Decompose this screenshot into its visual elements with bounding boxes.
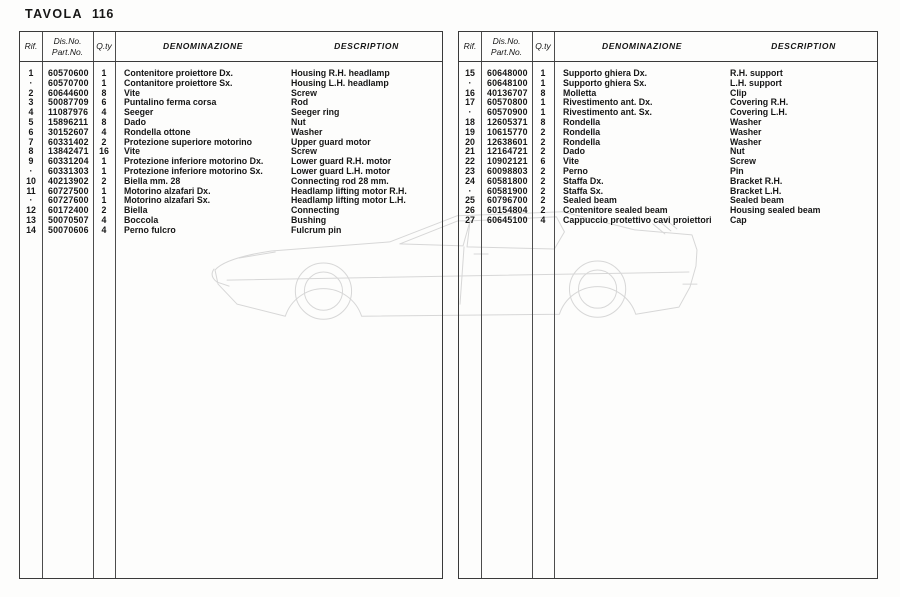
col-header-denominazione: DENOMINAZIONE (601, 41, 683, 52)
cell-desc: Nut (730, 146, 745, 157)
cell-rif: 27 (465, 214, 475, 225)
cell-qty: 1 (101, 68, 107, 78)
cell-part: 12638601 (487, 136, 528, 147)
cell-part: 50070507 (48, 214, 89, 225)
cell-qty: 2 (540, 205, 546, 216)
tavola-label: TAVOLA (25, 7, 83, 21)
cell-name: Contenitore sealed beam (563, 205, 668, 216)
cell-name: Rivestimento ant. Dx. (563, 97, 653, 108)
cell-desc: L.H. support (730, 77, 782, 88)
cell-rif: 18 (465, 116, 475, 127)
dis-no-label: Dis.No. (492, 36, 521, 47)
cell-name: Rondella (563, 136, 601, 147)
cell-qty: 4 (101, 224, 107, 235)
cell-name: Motorino alzafari Dx. (124, 185, 211, 196)
cell-name: Biella (124, 205, 148, 216)
col-header-rif: Rif. (463, 41, 477, 52)
cell-rif: · (29, 77, 33, 88)
cell-desc: Housing R.H. headlamp (291, 68, 390, 78)
cell-desc: Screw (291, 87, 317, 98)
cell-qty: 1 (101, 165, 107, 176)
cell-desc: Washer (291, 126, 323, 137)
cell-part: 60645100 (487, 214, 528, 225)
cell-rif: 9 (28, 156, 34, 167)
cell-rif: 6 (28, 126, 34, 137)
cell-desc: Washer (730, 136, 762, 147)
parts-table-right (458, 31, 878, 579)
table-body (20, 63, 442, 579)
cell-desc: Covering R.H. (730, 97, 789, 108)
cell-rif: 21 (465, 146, 475, 157)
cell-part: 60331402 (48, 136, 89, 147)
cell-qty: 2 (540, 195, 546, 206)
cell-part: 50087709 (48, 97, 89, 108)
cell-name: Molletta (563, 87, 597, 98)
cell-qty: 4 (101, 214, 107, 225)
cell-qty: 8 (540, 87, 546, 98)
cell-part: 60648000 (487, 68, 528, 78)
cell-qty: 6 (101, 97, 107, 108)
cell-name: Boccola (124, 214, 159, 225)
cell-rif: · (468, 107, 472, 118)
cell-name: Staffa Dx. (563, 175, 604, 186)
cell-part: 60727500 (48, 185, 89, 196)
cell-name: Vite (124, 146, 140, 157)
cell-rif: 12 (26, 205, 36, 216)
cell-name: Vite (124, 87, 140, 98)
cell-qty: 1 (540, 107, 546, 118)
cell-rif: 11 (26, 185, 36, 196)
cell-qty: 1 (540, 68, 546, 78)
cell-name: Supporto ghiera Dx. (563, 68, 648, 78)
cell-qty: 2 (540, 175, 546, 186)
cell-desc: Washer (730, 126, 762, 137)
cell-qty: 8 (101, 116, 107, 127)
cell-rif: 25 (465, 195, 475, 206)
cell-qty: 4 (540, 214, 546, 225)
cell-desc: Housing L.H. headlamp (291, 77, 389, 88)
cell-part: 40136707 (487, 87, 528, 98)
cell-rif: 20 (465, 136, 475, 147)
cell-desc: Cap (730, 214, 747, 225)
cell-name: Rondella (563, 126, 601, 137)
cell-part: 10615770 (487, 126, 528, 137)
col-header-description: DESCRIPTION (771, 41, 836, 52)
cell-part: 12605371 (487, 116, 528, 127)
tavola-number: 116 (91, 7, 114, 21)
cell-part: 60570800 (487, 97, 528, 108)
cell-qty: 1 (101, 77, 107, 88)
cell-name: Rondella (563, 116, 601, 127)
cell-part: 60331303 (48, 165, 89, 176)
cell-name: Motorino alzafari Sx. (124, 195, 211, 206)
cell-qty: 2 (101, 136, 107, 147)
cell-rif: 1 (28, 68, 34, 78)
cell-desc: Housing sealed beam (730, 205, 821, 216)
cell-desc: Rod (291, 97, 309, 108)
cell-rif: 13 (26, 214, 36, 225)
table-header (459, 32, 877, 62)
cell-qty: 2 (540, 146, 546, 157)
cell-desc: Lower guard R.H. motor (291, 156, 392, 167)
cell-qty: 1 (101, 156, 107, 167)
cell-name: Dado (563, 146, 585, 157)
cell-rif: 4 (28, 107, 34, 118)
cell-name: Protezione inferiore motorino Dx. (124, 156, 264, 167)
cell-rif: 3 (28, 97, 34, 108)
cell-part: 60154804 (487, 205, 528, 216)
cell-name: Contanitore proiettore Sx. (124, 77, 233, 88)
cell-qty: 2 (101, 175, 107, 186)
cell-name: Vite (563, 156, 579, 167)
cell-desc: Covering L.H. (730, 107, 788, 118)
dis-no-label: Dis.No. (53, 36, 82, 47)
cell-qty: 2 (540, 165, 546, 176)
cell-desc: Lower guard L.H. motor (291, 165, 391, 176)
cell-rif: · (468, 185, 472, 196)
cell-desc: Headlamp lifting motor R.H. (291, 185, 407, 196)
cell-name: Perno (563, 165, 588, 176)
cell-rif: 16 (465, 87, 475, 98)
cell-rif: 2 (28, 87, 34, 98)
cell-part: 11087976 (48, 107, 89, 118)
cell-name: Protezione superiore motorino (124, 136, 253, 147)
cell-part: 10902121 (487, 156, 528, 167)
cell-desc: Screw (730, 156, 756, 167)
cell-rif: · (29, 195, 33, 206)
cell-qty: 1 (540, 77, 546, 88)
cell-part: 60648100 (487, 77, 528, 88)
cell-desc: Nut (291, 116, 306, 127)
parts-table-left (19, 31, 443, 579)
cell-name: Staffa Sx. (563, 185, 604, 196)
col-header-part (481, 36, 532, 56)
cell-qty: 1 (101, 185, 107, 196)
cell-name: Contenitore proiettore Dx. (124, 68, 233, 78)
cell-qty: 8 (101, 87, 107, 98)
page-title (25, 7, 114, 21)
cell-rif: 26 (465, 205, 475, 216)
cell-rif: 19 (465, 126, 475, 137)
cell-qty: 2 (101, 205, 107, 216)
cell-rif: 14 (26, 224, 36, 235)
cell-rif: 15 (465, 68, 475, 78)
cell-part: 13842471 (48, 146, 89, 157)
cell-name: Puntalino ferma corsa (124, 97, 217, 108)
cell-desc: Washer (730, 116, 762, 127)
cell-desc: Pin (730, 165, 744, 176)
cell-name: Seeger (124, 107, 154, 118)
cell-rif: 17 (465, 97, 475, 108)
cell-desc: Screw (291, 146, 317, 157)
cell-rif: · (468, 77, 472, 88)
cell-desc: Headlamp lifting motor L.H. (291, 195, 406, 206)
cell-name: Rivestimento ant. Sx. (563, 107, 652, 118)
cell-name: Rondella ottone (124, 126, 191, 137)
cell-part: 60727600 (48, 195, 89, 206)
cell-qty: 2 (540, 126, 546, 137)
cell-part: 40213902 (48, 175, 89, 186)
cell-part: 60644600 (48, 87, 89, 98)
cell-part: 30152607 (48, 126, 89, 137)
cell-desc: Connecting (291, 205, 340, 216)
cell-name: Biella mm. 28 (124, 175, 181, 186)
cell-part: 60331204 (48, 156, 89, 167)
part-no-label: Part.No. (51, 46, 84, 57)
cell-qty: 1 (101, 195, 107, 206)
table-row (459, 216, 877, 226)
cell-rif: 5 (28, 116, 34, 127)
cell-qty: 2 (540, 185, 546, 196)
cell-desc: Connecting rod 28 mm. (291, 175, 389, 186)
cell-desc: Bushing (291, 214, 327, 225)
cell-part: 60570700 (48, 77, 89, 88)
cell-desc: Seeger ring (291, 107, 340, 118)
cell-part: 15896211 (48, 116, 89, 127)
cell-rif: 7 (28, 136, 34, 147)
cell-part: 50070606 (48, 224, 89, 235)
cell-name: Cappuccio protettivo cavi proiettori (563, 214, 712, 225)
table-row (20, 226, 442, 236)
cell-desc: Bracket R.H. (730, 175, 783, 186)
table-body (459, 63, 877, 579)
table-header (20, 32, 442, 62)
cell-qty: 1 (540, 97, 546, 108)
cell-qty: 16 (99, 146, 109, 157)
cell-part: 60581800 (487, 175, 528, 186)
cell-part: 60796700 (487, 195, 528, 206)
col-header-qty: Q.ty (96, 41, 112, 52)
cell-qty: 4 (101, 126, 107, 137)
cell-desc: R.H. support (730, 68, 783, 78)
cell-desc: Bracket L.H. (730, 185, 782, 196)
cell-qty: 6 (540, 156, 546, 167)
cell-name: Supporto ghiera Sx. (563, 77, 647, 88)
cell-desc: Fulcrum pin (291, 224, 342, 235)
cell-part: 60570600 (48, 68, 89, 78)
part-no-label: Part.No. (490, 46, 523, 57)
cell-rif: · (29, 165, 33, 176)
cell-rif: 23 (465, 165, 475, 176)
cell-name: Dado (124, 116, 146, 127)
cell-qty: 4 (101, 107, 107, 118)
cell-qty: 8 (540, 116, 546, 127)
cell-name: Perno fulcro (124, 224, 176, 235)
col-header-part (42, 36, 93, 56)
cell-part: 60581900 (487, 185, 528, 196)
cell-rif: 24 (465, 175, 475, 186)
cell-desc: Sealed beam (730, 195, 784, 206)
cell-rif: 10 (26, 175, 36, 186)
cell-part: 60098803 (487, 165, 528, 176)
col-header-denominazione: DENOMINAZIONE (162, 41, 244, 52)
cell-desc: Clip (730, 87, 747, 98)
cell-qty: 2 (540, 136, 546, 147)
cell-part: 60172400 (48, 205, 89, 216)
cell-part: 12164721 (487, 146, 528, 157)
cell-rif: 8 (28, 146, 34, 157)
col-header-qty: Q.ty (535, 41, 551, 52)
col-header-rif: Rif. (24, 41, 38, 52)
cell-name: Protezione inferiore motorino Sx. (124, 165, 263, 176)
col-header-description: DESCRIPTION (334, 41, 399, 52)
cell-name: Sealed beam (563, 195, 617, 206)
cell-part: 60570900 (487, 107, 528, 118)
cell-desc: Upper guard motor (291, 136, 371, 147)
cell-rif: 22 (465, 156, 475, 167)
